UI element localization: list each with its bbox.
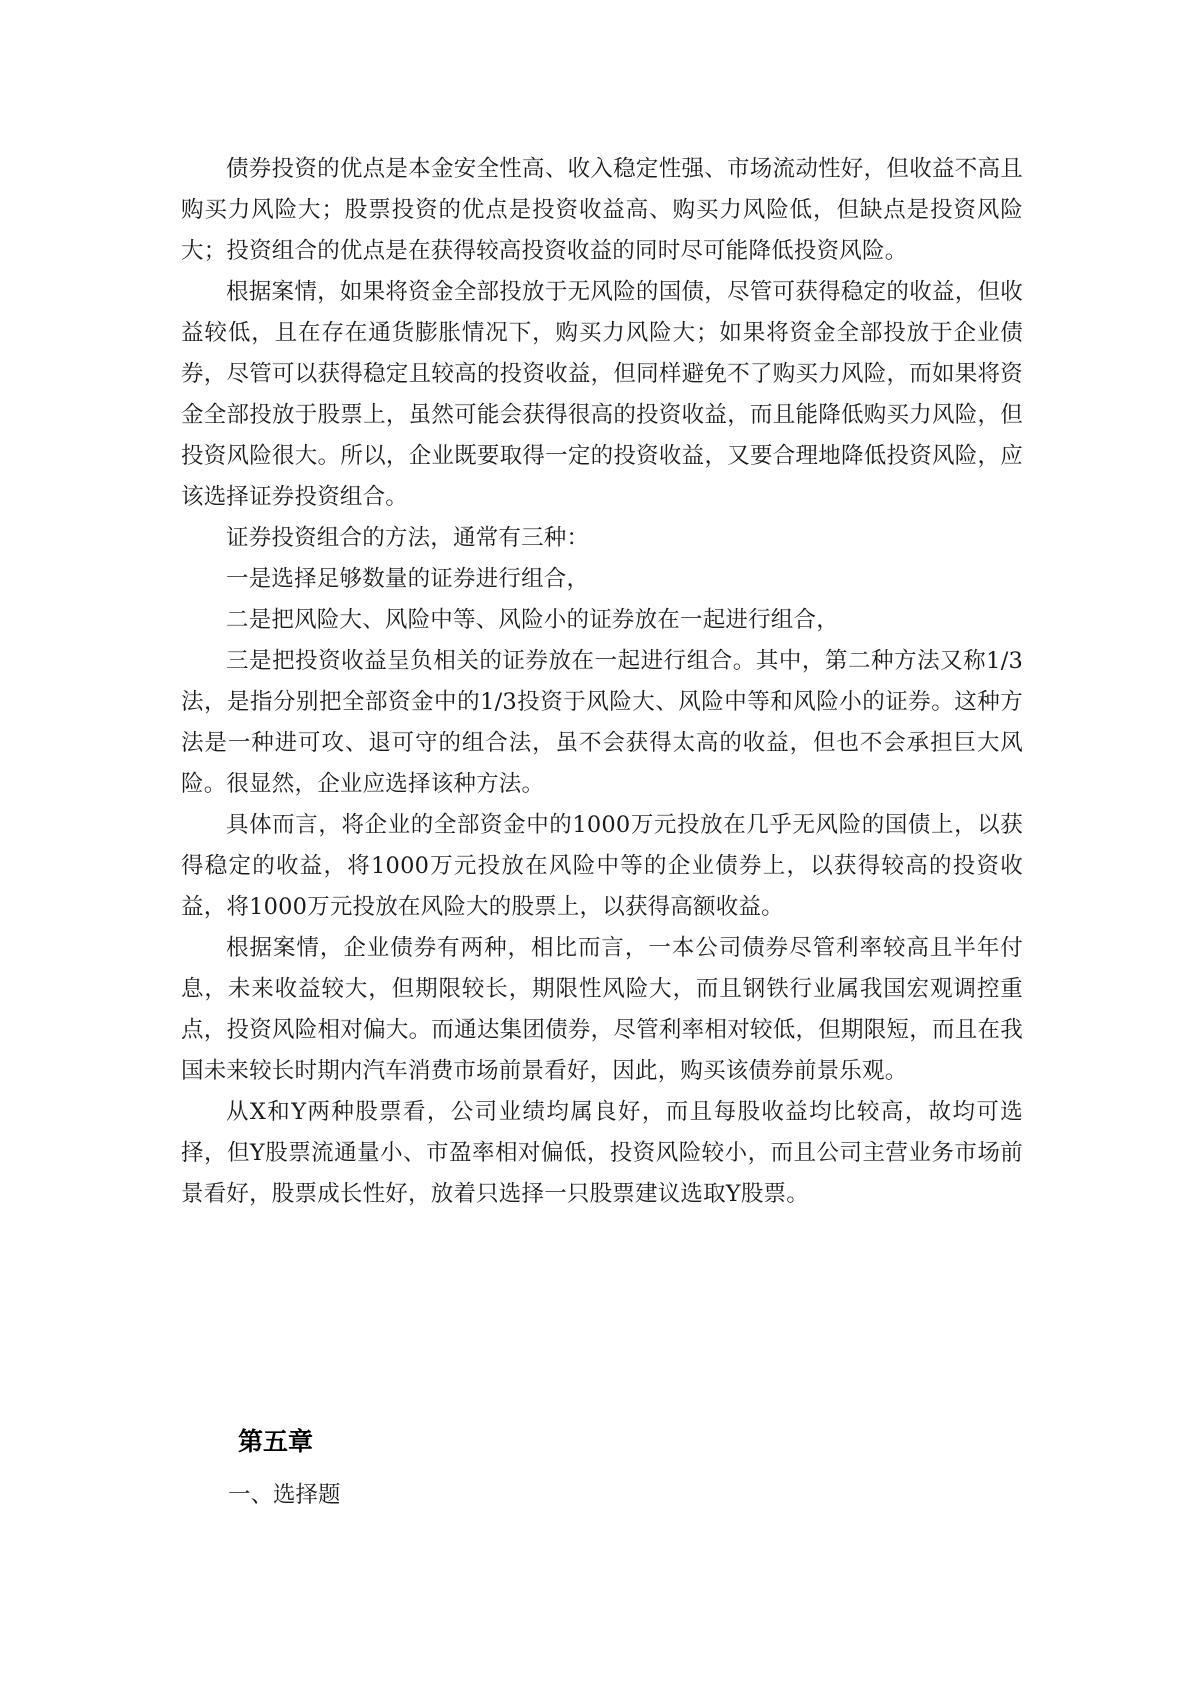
paragraph-stock-choice: 从X和Y两种股票看，公司业绩均属良好，而且每股收益均比较高，故均可选择，但Y股票流通量小、市盈率相对偏低，投资风险较小，而且公司主营业务市场前景看好，股票成长性好，放着只选择一只股票建议选取Y股票。 bbox=[181, 1099, 1023, 1207]
body-text bbox=[181, 149, 1023, 1215]
paragraph-method-three: 三是把投资收益呈负相关的证券放在一起进行组合。其中，第二种方法又称1/3法，是指分别把全部资金中的1/3投资于风险大、风险中等和风险小的证券。这种方法是一种进可攻、退可守的组合法，虽不会获得太高的收益，但也不会承担巨大风险。很显然，企业应选择该种方法。 bbox=[181, 648, 1023, 797]
paragraph-bond-stock-comparison: 债券投资的优点是本金安全性高、收入稳定性强、市场流动性好，但收益不高且购买力风险大；股票投资的优点是投资收益高、购买力风险低，但缺点是投资风险大；投资组合的优点是在获得较高投资收益的同时尽可能降低投资风险。 bbox=[181, 156, 1023, 264]
paragraph-allocation: 具体而言，将企业的全部资金中的1000万元投放在几乎无风险的国债上，以获得稳定的收益，将1000万元投放在风险中等的企业债券上，以获得较高的投资收益，将1000万元投放在风险大的股票上，以获得高额收益。 bbox=[181, 812, 1023, 920]
paragraph-case-analysis: 根据案情，如果将资金全部投放于无风险的国债，尽管可获得稳定的收益，但收益较低，且在存在通货膨胀情况下，购买力风险大；如果将资金全部投放于企业债券，尽管可以获得稳定且较高的投资收益，但同样避免不了购买力风险，而如果将资金全部投放于股票上，虽然可能会获得很高的投资收益，而且能降低购买力风险，但投资风险很大。所以，企业既要取得一定的投资收益，又要合理地降低投资风险，应该选择证券投资组合。 bbox=[181, 279, 1023, 510]
paragraph-method-one: 一是选择足够数量的证券进行组合， bbox=[226, 566, 590, 592]
section-title: 一、选择题 bbox=[228, 1482, 341, 1508]
paragraph-bond-choice: 根据案情，企业债券有两种，相比而言，一本公司债券尽管利率较高且半年付息，未来收益较大，但期限较长，期限性风险大，而且钢铁行业属我国宏观调控重点，投资风险相对偏大。而通达集团债券，尽管利率相对较低，但期限短，而且在我国未来较长时期内汽车消费市场前景看好，因此，购买该债券前景乐观。 bbox=[181, 935, 1023, 1084]
paragraph-methods-intro: 证券投资组合的方法，通常有三种： bbox=[226, 525, 590, 551]
chapter-title: 第五章 bbox=[238, 1427, 314, 1456]
paragraph-method-two: 二是把风险大、风险中等、风险小的证券放在一起进行组合， bbox=[226, 607, 839, 633]
